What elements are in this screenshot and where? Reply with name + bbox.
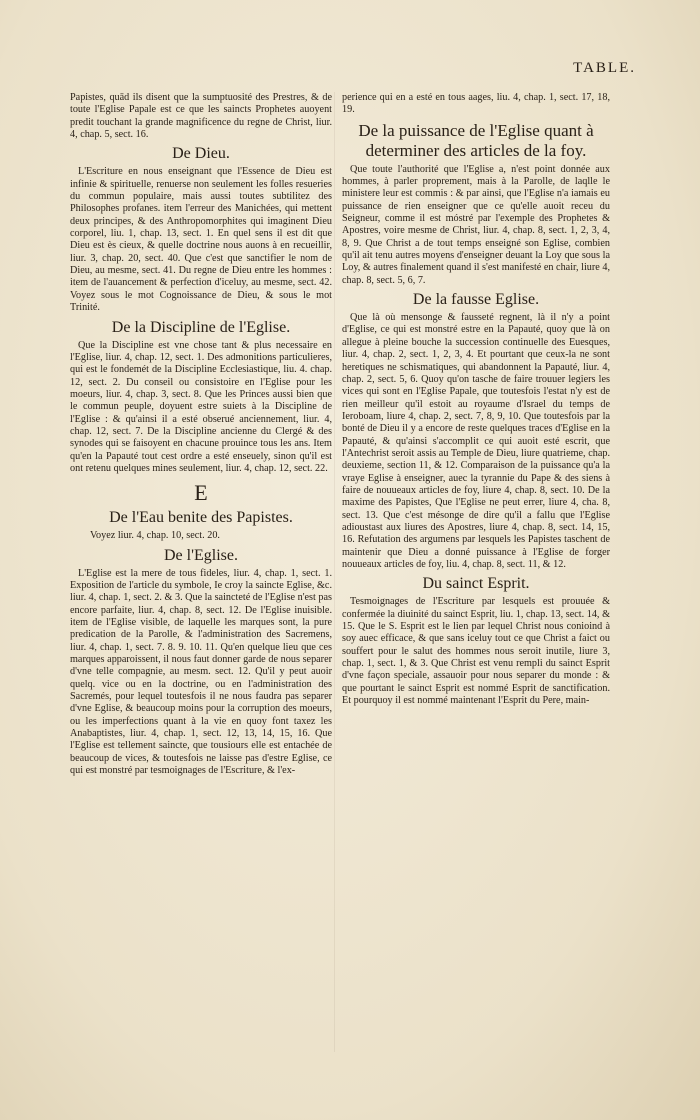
entry-dieu: L'Escriture en nous enseignant que l'Essence de Dieu est infinie & spirituelle, renuerse non seulement les folles resueries du commun populaire, mais aussi toutes subtilitez des Philosophes profanes. item l'erreur des Manichées, qui mettent deux principes, & des Anthropomorphites qui imaginent Dieu corporel, liu. 1, chap. 13, sect. 1. En quel sens il est dit que Dieu est ès cieux, & quelle doctrine nous auons à en recueillir, liur. 3, chap. 20, sect. 40. Que c'est que sanctifier le nom de Dieu, au mesme, sect. 41. Du regne de Dieu entre les hommes : item de l'auancement & perfection d'iceluy, au mesme, sect. 42. Voyez sous le mot Cognoissance de Dieu, & sous le mot Trinité. — [70, 166, 332, 314]
left-column — [70, 92, 332, 778]
heading-discipline: De la Discipline de l'Eglise. — [111, 318, 291, 336]
entry-sainct-esprit: Tesmoignages de l'Escriture par lesquels est prouuée & confermée la diuinité du sainct Esprit, liu. 1, chap. 13, sect. 14, & 15. Que le S. Esprit est le lien par lequel Christ nous conioind à soy auec efficace, & que sans iceluy tout ce que Christ a faict ou souffert pour le salut des hommes nous seroit inutile, liure 3, chap. 1, sect. 1, & 3. Que Christ est venu rempli du sainct Esprit d'vne façon speciale, assauoir pour nous separer du monde : & que pourtant le sainct Esprit est nommé Esprit de sanctification. Et pourquoy il est nommé maintenant l'Esprit du Pere, main- — [342, 596, 610, 707]
entry-puissance: Que toute l'authorité que l'Eglise a, n'est point donnée aux hommes, à parler proprement, mais à la Parolle, de laqlle le ministere leur est commis : & par ainsi, que l'Eglise n'a iamais eu puissance de rien enseigner que ce qu'elle auoit receu du Seigneur, comme il est móstré par l'exemple des Prophetes & Apostres, voire mesme de Christ, liur. 4, chap. 8, sect. 1, 2, 3, 4, 8, 9. Que Christ a de tout temps enseigné son Eglise, combien qu'il ait tenu autres moyens d'enseigner deuant la Loy que sous la Loy, & autres finalement quand il s'est manifesté en chair, liure 4, chap. 8, sect. 5, 6, 7. — [342, 163, 610, 286]
heading-fausse-eglise: De la fausse Eglise. — [412, 291, 540, 309]
heading-de-dieu: De Dieu. — [172, 145, 230, 163]
column-gutter — [334, 92, 335, 1052]
running-head: TABLE. — [573, 60, 636, 76]
entry-eglise: L'Eglise est la mere de tous fideles, liur. 4, chap. 1, sect. 1. Exposition de l'article du symbole, Ie croy la saincte Eglise, &c. liur. 4, chap. 1, sect. 2. & 3. Que la saincteté de l'Eglise n'est pas encore parfaite, liur. 4, chap. 8, sect. 12. De l'Eglise inuisible. item de l'Eglise visible, de laquelle les marques sont, la pure predication de la Parolle, & l'administration des Sacremens, liur. 4, chap. 1, sect. 7. 8. 9. 10. 11. Qu'en quelque lieu que ces marques apparoissent, il nous faut donner garde de nous separer d'vne telle compagnie, au mesm. sect. 12. Qu'il y peut auoir quelq. vice ou en la doctrine, ou en l'administration des Sacremés, pour lequel toutesfois il ne nous faudra pas separer d'vne Eglise, & beaucoup moins pour la corruption des moeurs, ou les imperfections quant à la vie en quoy font taxez les Anabaptistes, liur. 4, chap. 1, sect. 12, 13, 14, 15, 16. Que l'Eglise est tellement saincte, que tousiours elle est entachée de beaucoup de vices, & toutesfois ne laisse pas d'estre Eglise, ce qui est monstré par tesmoignages de l'Escriture, & l'ex- — [70, 567, 332, 777]
entry-fausse-eglise: Que là où mensonge & fausseté regnent, là il n'y a point d'Eglise, ce qui est monstré estre en la Papauté, quoy que là on allegue à pleine bouche la succession continuelle des Euesques, liur. 4, chap. 2, sect. 1, 2, 3, 4. Et pourtant que ceux-la ne sont heretiques ne schismatiques, qui abandonnent la Papauté, liur. 4, chap. 2, sect. 5, 6. Quoy qu'on tasche de faire trouuer legiers les vices qui sont en l'Eglise Papale, que toutesfois l'estat n'y est de rien meilleur qu'il estoit au royaume d'Israel du temps de Ieroboam, liure 4, chap. 2, sect. 7, 8, 9, 10. Que toutesfois par la bonté de Dieu il y a encore de reste quelques traces d'Eglise en la Papauté, & qu'ainsi s'accomplit ce qui auoit esté escrit, que l'Antechrist seroit assis au Temple de Dieu, liure quatrieme, chap. deuxieme, section 11, & 12. Comparaison de la puissance qu'a la vraye Eglise à enseigner, auec la tyrannie du Pape & des siens à faire de nouueaux articles de foy, liure 4, chap. 8, sect. 10. De la maxime des Papistes, Que l'Eglise ne peut errer, liure 4, cha. 8, sect. 13. Que c'est mésonge de dire qu'il a fallu que l'Eglise adioustast aux liures des Apostres, liure 4, chap. 8, sect. 14, 15, 16. Refutation des argumens par lesquels les Papistes taschent de maintenir que Dieu a donné puissance à l'Eglise de forger nouueaux articles de foy, liu. 4, chap. 8, sect. 11, & 12. — [342, 312, 610, 570]
section-letter: E — [194, 480, 208, 506]
entry-papistes-continued: Papistes, quād ils disent que la sumptuosité des Prestres, & de toute l'Eglise Papale est ce que les saincts Prophetes auoyent predit touchant la grande magnificence du regne de Christ, liur. 4, chap. 5, sect. 16. — [70, 92, 332, 141]
entry-discipline: Que la Discipline est vne chose tant & plus necessaire en l'Eglise, liur. 4, chap. 12, sect. 1. Des admonitions particulieres, qui est le fondemét de la Discipline Ecclesiastique, liu. 4. chap. 12, sect. 2. Du conseil ou consistoire en l'Eglise pour les moeurs, liur. 4, chap. 3, sect. 8. Que les Princes aussi bien que le commun peuple, doyuent estre suiets à la Discipline de l'Eglise : & qu'ainsi il a esté obserué anciennement, liur. 4, chap. 12, sect. 7. De la Discipline ancienne du Clergé & des synodes qui se faisoyent en chacune prouince tous les ans. Item qu'en la Papauté tout cest ordre a esté enseuely, sinon qu'il est ont retenu quelques mines seulement, liur. 4, chap. 12, sect. 22. — [70, 339, 332, 474]
heading-puissance-eglise: De la puissance de l'Eglise quant à determiner des articles de la foy. — [358, 120, 594, 160]
entry-eglise-continued: perience qui en a esté en tous aages, liu. 4, chap. 1, sect. 17, 18, 19. — [342, 92, 610, 116]
heading-sainct-esprit: Du sainct Esprit. — [422, 575, 530, 593]
right-column — [342, 92, 610, 708]
heading-eglise: De l'Eglise. — [164, 546, 238, 564]
heading-eau-benite: De l'Eau benite des Papistes. — [109, 509, 293, 527]
see-reference-eau: Voyez liur. 4, chap. 10, sect. 20. — [90, 530, 220, 542]
